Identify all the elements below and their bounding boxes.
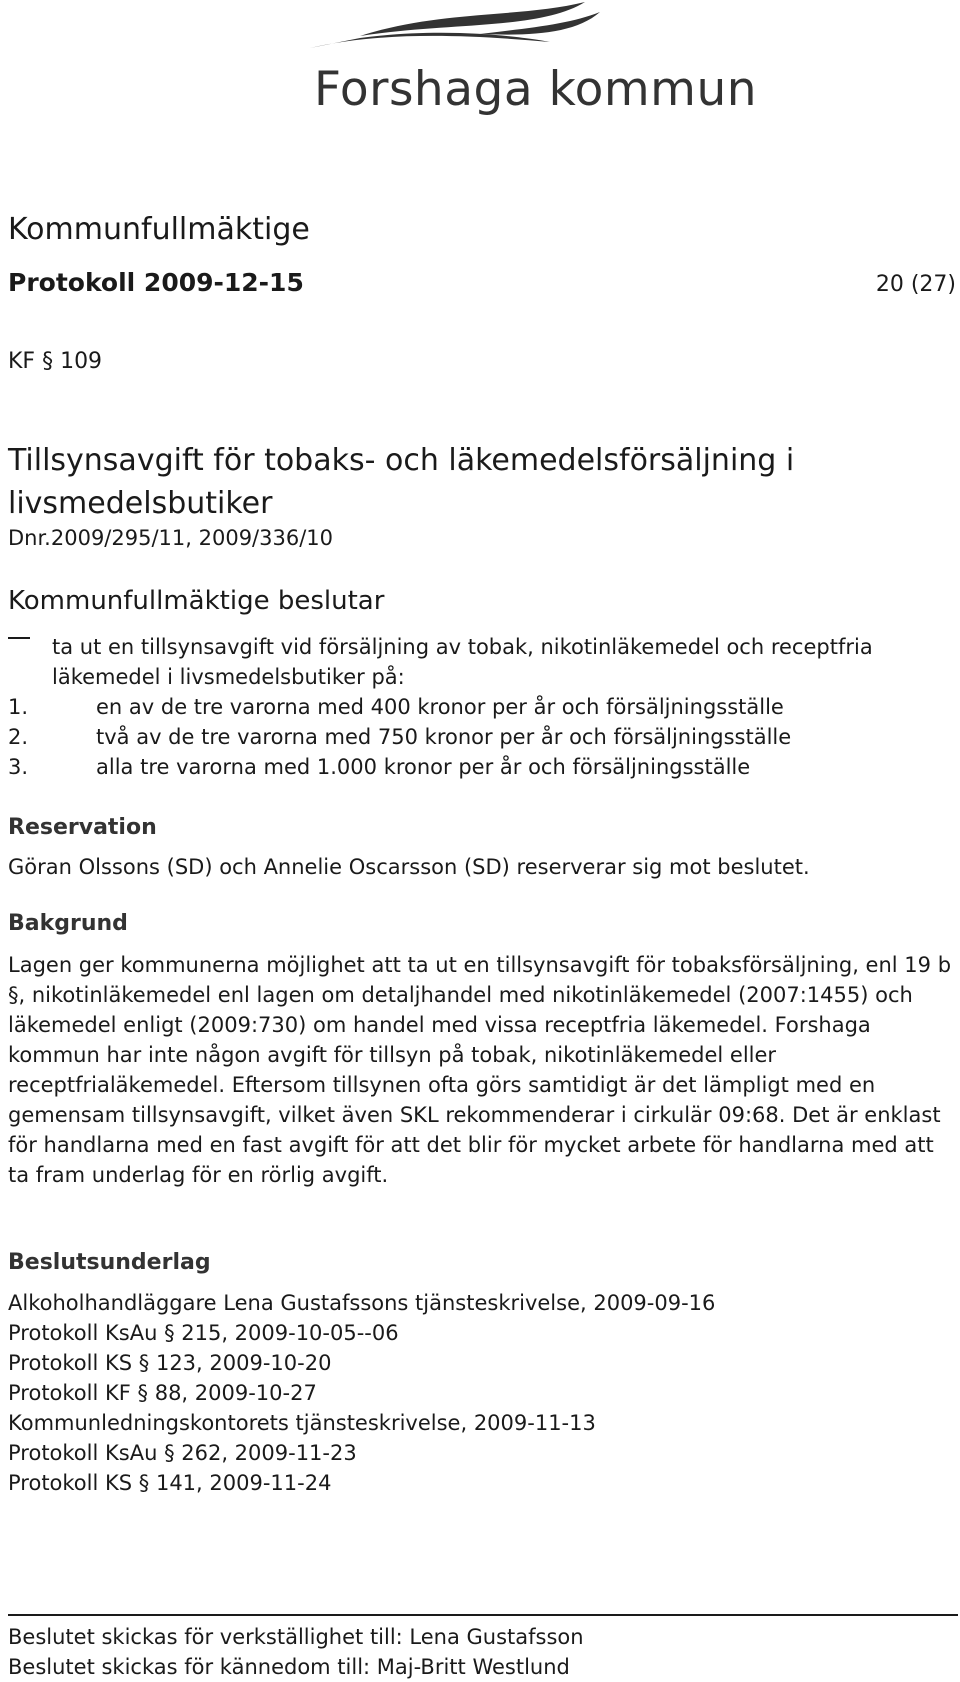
logo-swoosh-icon [300, 0, 660, 70]
case-title: Tillsynsavgift för tobaks- och läkemedelsförsäljning i livsmedelsbutiker [8, 443, 795, 521]
case-dnr: Dnr.2009/295/11, 2009/336/10 [8, 526, 334, 550]
basis-item: Alkoholhandläggare Lena Gustafssons tjänsteskrivelse, 2009-09-16 [8, 1291, 716, 1315]
decision-item-text: en av de tre varorna med 400 kronor per år och försäljningsställe [96, 695, 784, 719]
reservation-heading: Reservation [8, 815, 157, 840]
basis-item: Protokoll KS § 141, 2009-11-24 [8, 1471, 332, 1495]
decision-item-number: 1. [8, 695, 29, 719]
basis-item: Kommunledningskontorets tjänsteskrivelse, 2009-11-13 [8, 1411, 596, 1435]
logo-text: Forshaga kommun [314, 62, 758, 117]
decision-item-number: 2. [8, 725, 29, 749]
reservation-text: Göran Olssons (SD) och Annelie Oscarsson (SD) reserverar sig mot beslutet. [8, 855, 810, 879]
case-id: KF § 109 [8, 349, 103, 374]
basis-item: Protokoll KF § 88, 2009-10-27 [8, 1381, 317, 1405]
basis-item: Protokoll KsAu § 262, 2009-11-23 [8, 1441, 357, 1465]
dash-bullet [8, 637, 30, 639]
footer-information: Beslutet skickas för kännedom till: Maj-Britt Westlund [8, 1655, 570, 1679]
municipality-logo [300, 0, 758, 118]
org-title: Kommunfullmäktige [8, 212, 310, 247]
decision-item-text: två av de tre varorna med 750 kronor per år och försäljningsställe [96, 725, 792, 749]
basis-item: Protokoll KS § 123, 2009-10-20 [8, 1351, 332, 1375]
basis-heading: Beslutsunderlag [8, 1250, 211, 1275]
background-heading: Bakgrund [8, 911, 128, 936]
protocol-date: Protokoll 2009-12-15 [8, 268, 304, 297]
background-text: Lagen ger kommunerna möjlighet att ta ut en tillsynsavgift för tobaksförsäljning, enl 19 b §, nikotinläkemedel enl lagen om detaljhandel med nikotinläkemedel (2007:1455) och läkemedel enligt (2009:730) om handel med vissa receptfria läkemedel. Forshaga kommun har inte någon avgift för tillsyn på tobak, nikotinläkemedel eller receptfrialäkemedel. Eftersom tillsynen ofta görs samtidigt är det lämpligt med en gemensam tillsynsavgift, vilket även SKL rekommenderar i cirkulär 09:68. Det är enklast för handlarna med en fast avgift för att det blir för mycket arbete för handlarna med att ta fram underlag för en rörlig avgift. [8, 953, 952, 1187]
basis-item: Protokoll KsAu § 215, 2009-10-05--06 [8, 1321, 399, 1345]
decision-intro: ta ut en tillsynsavgift vid försäljning av tobak, nikotinläkemedel och receptfria läkemedel i livsmedelsbutiker på: [52, 635, 873, 689]
page-number: 20 (27) [875, 272, 956, 297]
footer-divider [8, 1614, 958, 1616]
decision-heading: Kommunfullmäktige beslutar [8, 586, 385, 616]
footer-execution: Beslutet skickas för verkställighet till: Lena Gustafsson [8, 1625, 584, 1649]
decision-item-number: 3. [8, 755, 29, 779]
decision-item-text: alla tre varorna med 1.000 kronor per år och försäljningsställe [96, 755, 751, 779]
